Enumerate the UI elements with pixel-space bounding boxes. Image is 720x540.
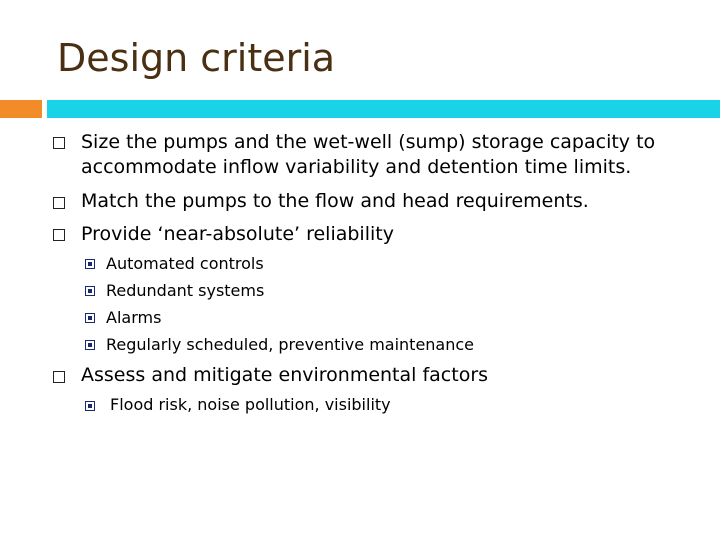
bullet-1-line-1: Size the pumps and the wet-well (sump) storage capacity to <box>81 131 656 153</box>
sub-item: Redundant systems <box>106 281 265 300</box>
bullet-3-text: Provide ‘near-absolute’ reliability <box>81 223 394 245</box>
bullet-1-line-2: accommodate inflow variability and detention time limits. <box>81 156 632 178</box>
sub-bullet-icon <box>85 259 95 269</box>
sub-bullet-icon <box>85 401 95 411</box>
sub-item: Alarms <box>106 308 162 327</box>
accent-bar-orange <box>0 100 42 118</box>
sub-bullet-icon <box>85 286 95 296</box>
square-bullet-icon <box>53 137 65 149</box>
sub-bullet-icon <box>85 340 95 350</box>
square-bullet-icon <box>53 371 65 383</box>
bullet-4-text: Assess and mitigate environmental factors <box>81 364 489 386</box>
sub-bullet-icon <box>85 313 95 323</box>
accent-bar-cyan <box>47 100 720 118</box>
slide-title: Design criteria <box>57 36 336 80</box>
bullet-2-text: Match the pumps to the flow and head requirements. <box>81 190 589 212</box>
square-bullet-icon <box>53 229 65 241</box>
square-bullet-icon <box>53 197 65 209</box>
sub-item: Regularly scheduled, preventive maintenance <box>106 335 475 354</box>
sub-item: Flood risk, noise pollution, visibility <box>110 395 391 414</box>
sub-item: Automated controls <box>106 254 264 273</box>
